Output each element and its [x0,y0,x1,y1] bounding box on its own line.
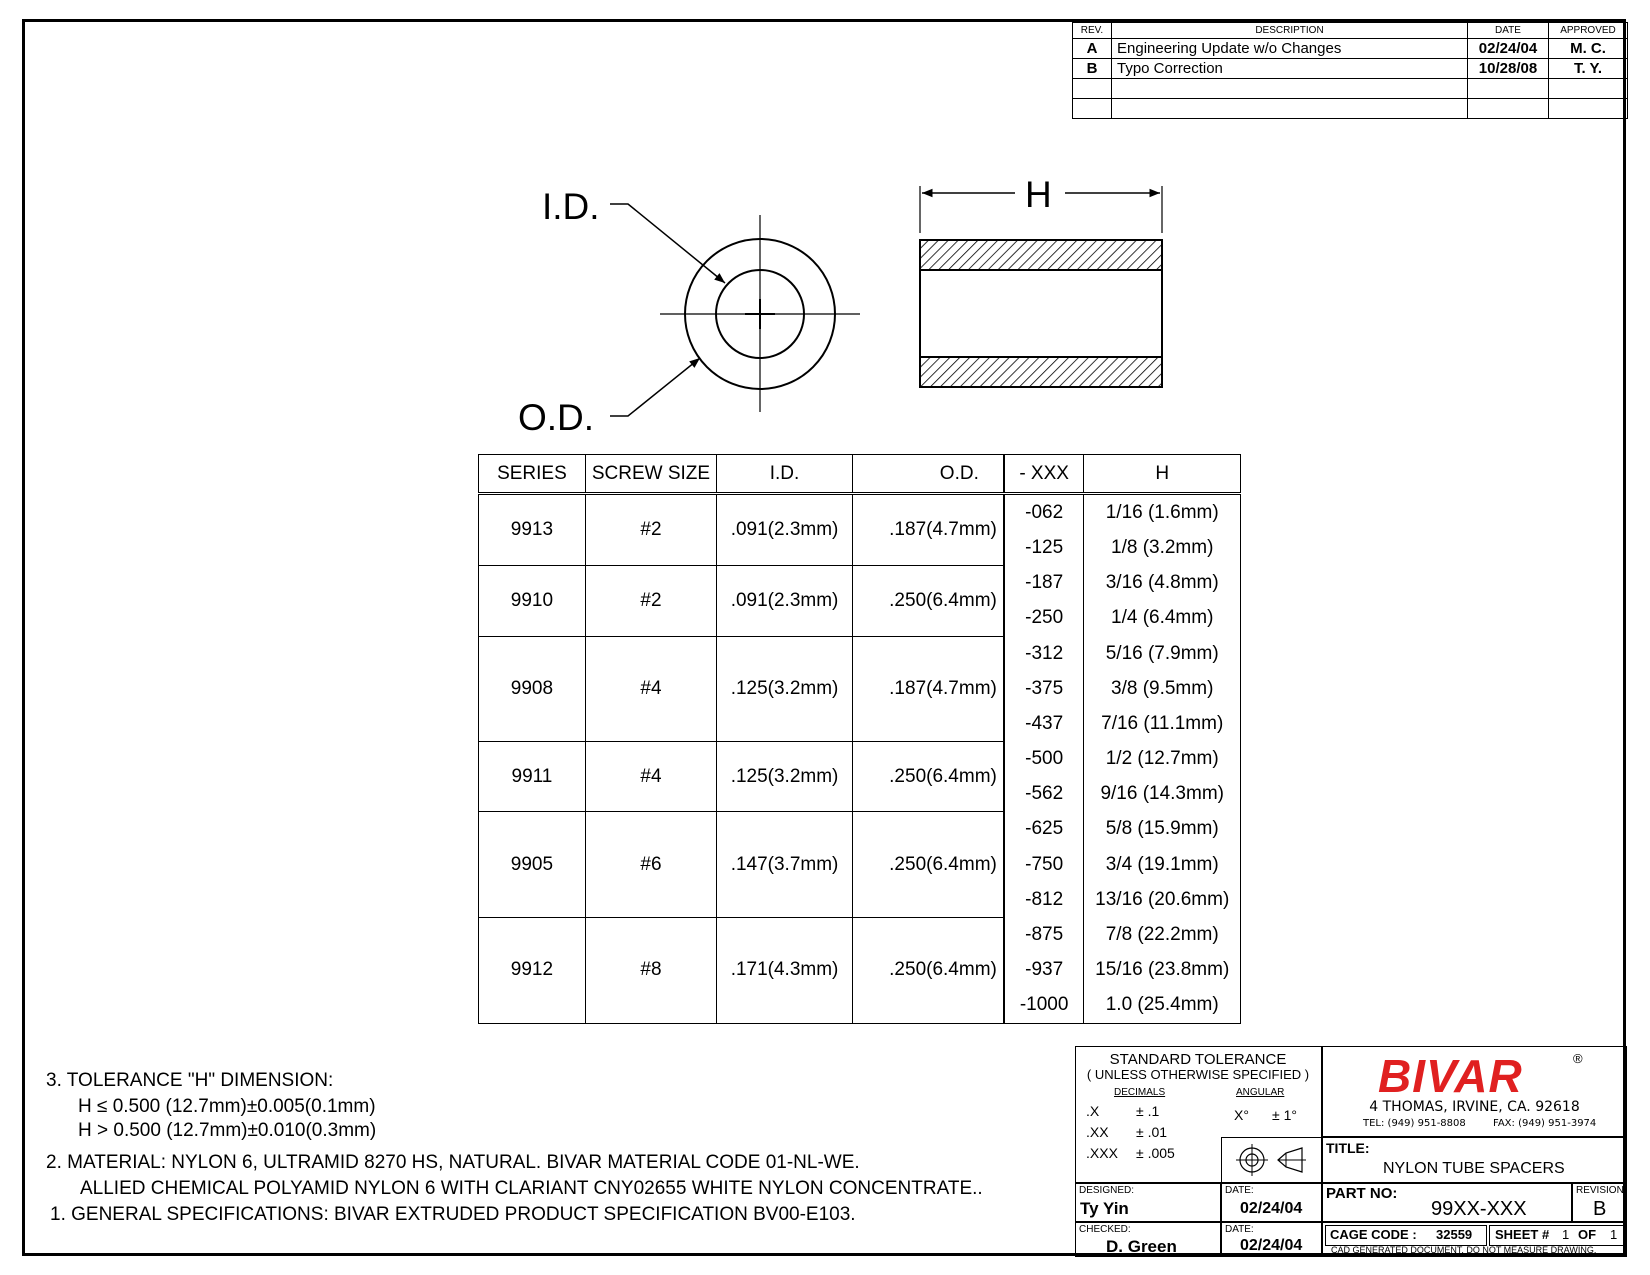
revision-value: B [1593,1198,1607,1220]
screw-cell: #6 [585,812,716,918]
xxx-cell: -250 [1004,601,1084,636]
designed-date-cell [1221,1183,1322,1222]
date-header: DATE [1468,23,1549,39]
cage-value: 32559 [1436,1227,1473,1242]
rev-description: Typo Correction [1112,59,1468,79]
screw-cell: #2 [585,566,716,636]
side-view [920,186,1162,387]
od-cell: .187(4.7mm) [852,636,1003,742]
checked-value: D. Green [1106,1237,1177,1256]
id-cell: .147(3.7mm) [717,812,853,918]
title-label: TITLE: [1326,1140,1370,1156]
registered-mark: ® [1573,1051,1583,1066]
decimal-key: .XX [1086,1124,1109,1140]
h-header: H [1084,455,1241,494]
h-cell: 1/8 (3.2mm) [1084,531,1241,566]
h-cell: 1.0 (25.4mm) [1084,988,1241,1024]
xxx-cell: -562 [1004,777,1084,812]
h-cell: 7/8 (22.2mm) [1084,917,1241,952]
series-cell: 9908 [479,636,586,742]
revision-label: REVISION: [1576,1185,1627,1196]
checked-label: CHECKED: [1079,1224,1131,1235]
decimal-value: ± .01 [1136,1124,1168,1140]
id-cell: .171(4.3mm) [717,917,853,1023]
description-header: DESCRIPTION [1112,23,1468,39]
spacer-drawing [0,0,1650,460]
decimal-key: .XXX [1086,1145,1118,1161]
designed-value: Ty Yin [1080,1199,1129,1218]
of-value: 1 [1610,1227,1618,1242]
note-3-line2: H > 0.500 (12.7mm)±0.010(0.3mm) [78,1120,377,1141]
xxx-cell: -437 [1004,706,1084,741]
xxx-cell: -937 [1004,953,1084,988]
title-value: NYLON TUBE SPACERS [1383,1160,1565,1177]
series-cell: 9911 [479,742,586,812]
company-fax: FAX: (949) 951-3974 [1493,1118,1597,1129]
sheet-label: SHEET # [1495,1227,1550,1242]
decimal-value: ± .005 [1136,1145,1175,1161]
id-cell: .125(3.2mm) [717,636,853,742]
cad-note: CAD GENERATED DOCUMENT, DO NOT MEASURE DRAWING. [1331,1245,1597,1255]
od-cell: .187(4.7mm) [852,494,1003,566]
cage-code-box [1325,1225,1487,1246]
xxx-cell: -312 [1004,636,1084,671]
series-header: SERIES [479,455,586,494]
xxx-cell: -625 [1004,812,1084,847]
id-cell: .091(2.3mm) [717,494,853,566]
h-cell: 15/16 (23.8mm) [1084,953,1241,988]
h-cell: 5/8 (15.9mm) [1084,812,1241,847]
tolerance-sub: ( UNLESS OTHERWISE SPECIFIED ) [1086,1067,1310,1082]
approved-header: APPROVED [1549,23,1628,39]
checked-date: 02/24/04 [1240,1237,1303,1254]
rev-approved: T. Y. [1549,59,1628,79]
screw-size-header: SCREW SIZE [585,455,716,494]
xxx-header: - XXX [1004,455,1084,494]
od-cell: .250(6.4mm) [852,812,1003,918]
screw-cell: #4 [585,636,716,742]
general-notes [46,1068,983,1228]
xxx-cell: -125 [1004,531,1084,566]
xxx-cell: -1000 [1004,988,1084,1024]
xxx-cell: -062 [1004,494,1084,531]
title-cell [1322,1137,1627,1183]
company-block [1322,1047,1627,1137]
series-cell: 9905 [479,812,586,918]
xxx-cell: -187 [1004,566,1084,601]
rev-header: REV. [1073,23,1112,39]
od-header: O.D. [852,455,1003,494]
company-logo: BIVAR [1378,1050,1523,1102]
angular-label: ANGULAR [1236,1087,1285,1098]
id-header: I.D. [717,455,853,494]
note-3-title: 3. TOLERANCE "H" DIMENSION: [46,1070,334,1091]
xxx-cell: -875 [1004,917,1084,952]
revision-cell [1572,1183,1627,1222]
series-cell: 9912 [479,917,586,1023]
part-number-cell [1322,1183,1572,1222]
decimal-key: .X [1086,1103,1100,1119]
sheet-box [1489,1225,1626,1246]
designed-label: DESIGNED: [1079,1185,1135,1196]
h-label: H [1025,174,1052,215]
designed-date-label: DATE: [1225,1185,1254,1196]
part-value: 99XX-XXX [1431,1198,1527,1220]
rev-description: Engineering Update w/o Changes [1112,39,1468,59]
note-2-line2: ALLIED CHEMICAL POLYAMID NYLON 6 WITH CLARIANT CNY02655 WHITE NYLON CONCENTRATE.. [80,1178,983,1199]
h-cell: 9/16 (14.3mm) [1084,777,1241,812]
xxx-cell: -500 [1004,742,1084,777]
h-cell: 3/16 (4.8mm) [1084,566,1241,601]
angular-key: X° [1234,1107,1249,1123]
company-tel: TEL: (949) 951-8808 [1363,1118,1466,1129]
designed-date: 02/24/04 [1240,1200,1303,1217]
of-label: OF [1578,1227,1597,1242]
h-cell: 3/8 (9.5mm) [1084,671,1241,706]
rev-date: 10/28/08 [1468,59,1549,79]
checked-date-cell [1221,1222,1322,1257]
h-cell: 7/16 (11.1mm) [1084,706,1241,741]
id-label: I.D. [542,186,600,227]
cage-label: CAGE CODE : [1330,1227,1417,1242]
xxx-cell: -812 [1004,882,1084,917]
end-view [610,204,860,416]
cage-sheet-cell [1322,1222,1627,1257]
projection-symbol-cell [1221,1137,1322,1183]
company-address: 4 THOMAS, IRVINE, CA. 92618 [1369,1099,1580,1115]
h-cell: 1/4 (6.4mm) [1084,601,1241,636]
note-3-line1: H ≤ 0.500 (12.7mm)±0.005(0.1mm) [78,1096,376,1117]
h-cell: 1/16 (1.6mm) [1084,494,1241,531]
h-cell: 13/16 (20.6mm) [1084,882,1241,917]
series-cell: 9913 [479,494,586,566]
rev-letter: B [1073,59,1112,79]
rev-date: 02/24/04 [1468,39,1549,59]
rev-letter: A [1073,39,1112,59]
part-label: PART NO: [1326,1185,1398,1202]
sheet-value: 1 [1562,1227,1570,1242]
third-angle-projection-icon [1222,1138,1321,1182]
angular-value: ± 1° [1272,1107,1297,1123]
od-cell: .250(6.4mm) [852,742,1003,812]
h-cell: 5/16 (7.9mm) [1084,636,1241,671]
tolerance-title: STANDARD TOLERANCE [1109,1051,1287,1068]
decimal-value: ± .1 [1136,1103,1160,1119]
series-cell: 9910 [479,566,586,636]
od-cell: .250(6.4mm) [852,917,1003,1023]
h-cell: 1/2 (12.7mm) [1084,742,1241,777]
decimals-label: DECIMALS [1114,1087,1166,1098]
screw-cell: #2 [585,494,716,566]
xxx-cell: -375 [1004,671,1084,706]
spec-table [478,454,1241,1024]
od-label: O.D. [518,397,595,438]
id-cell: .125(3.2mm) [717,742,853,812]
xxx-cell: -750 [1004,847,1084,882]
h-cell: 3/4 (19.1mm) [1084,847,1241,882]
note-1-line1: 1. GENERAL SPECIFICATIONS: BIVAR EXTRUDED PRODUCT SPECIFICATION BV00-E103. [50,1204,856,1225]
checked-cell [1076,1222,1221,1257]
od-cell: .250(6.4mm) [852,566,1003,636]
checked-date-label: DATE: [1225,1224,1254,1235]
rev-approved: M. C. [1549,39,1628,59]
screw-cell: #4 [585,742,716,812]
title-block [1075,1046,1627,1257]
screw-cell: #8 [585,917,716,1023]
designed-cell [1076,1183,1221,1222]
id-cell: .091(2.3mm) [717,566,853,636]
note-2-line1: 2. MATERIAL: NYLON 6, ULTRAMID 8270 HS, NATURAL. BIVAR MATERIAL CODE 01-NL-WE. [46,1152,860,1173]
